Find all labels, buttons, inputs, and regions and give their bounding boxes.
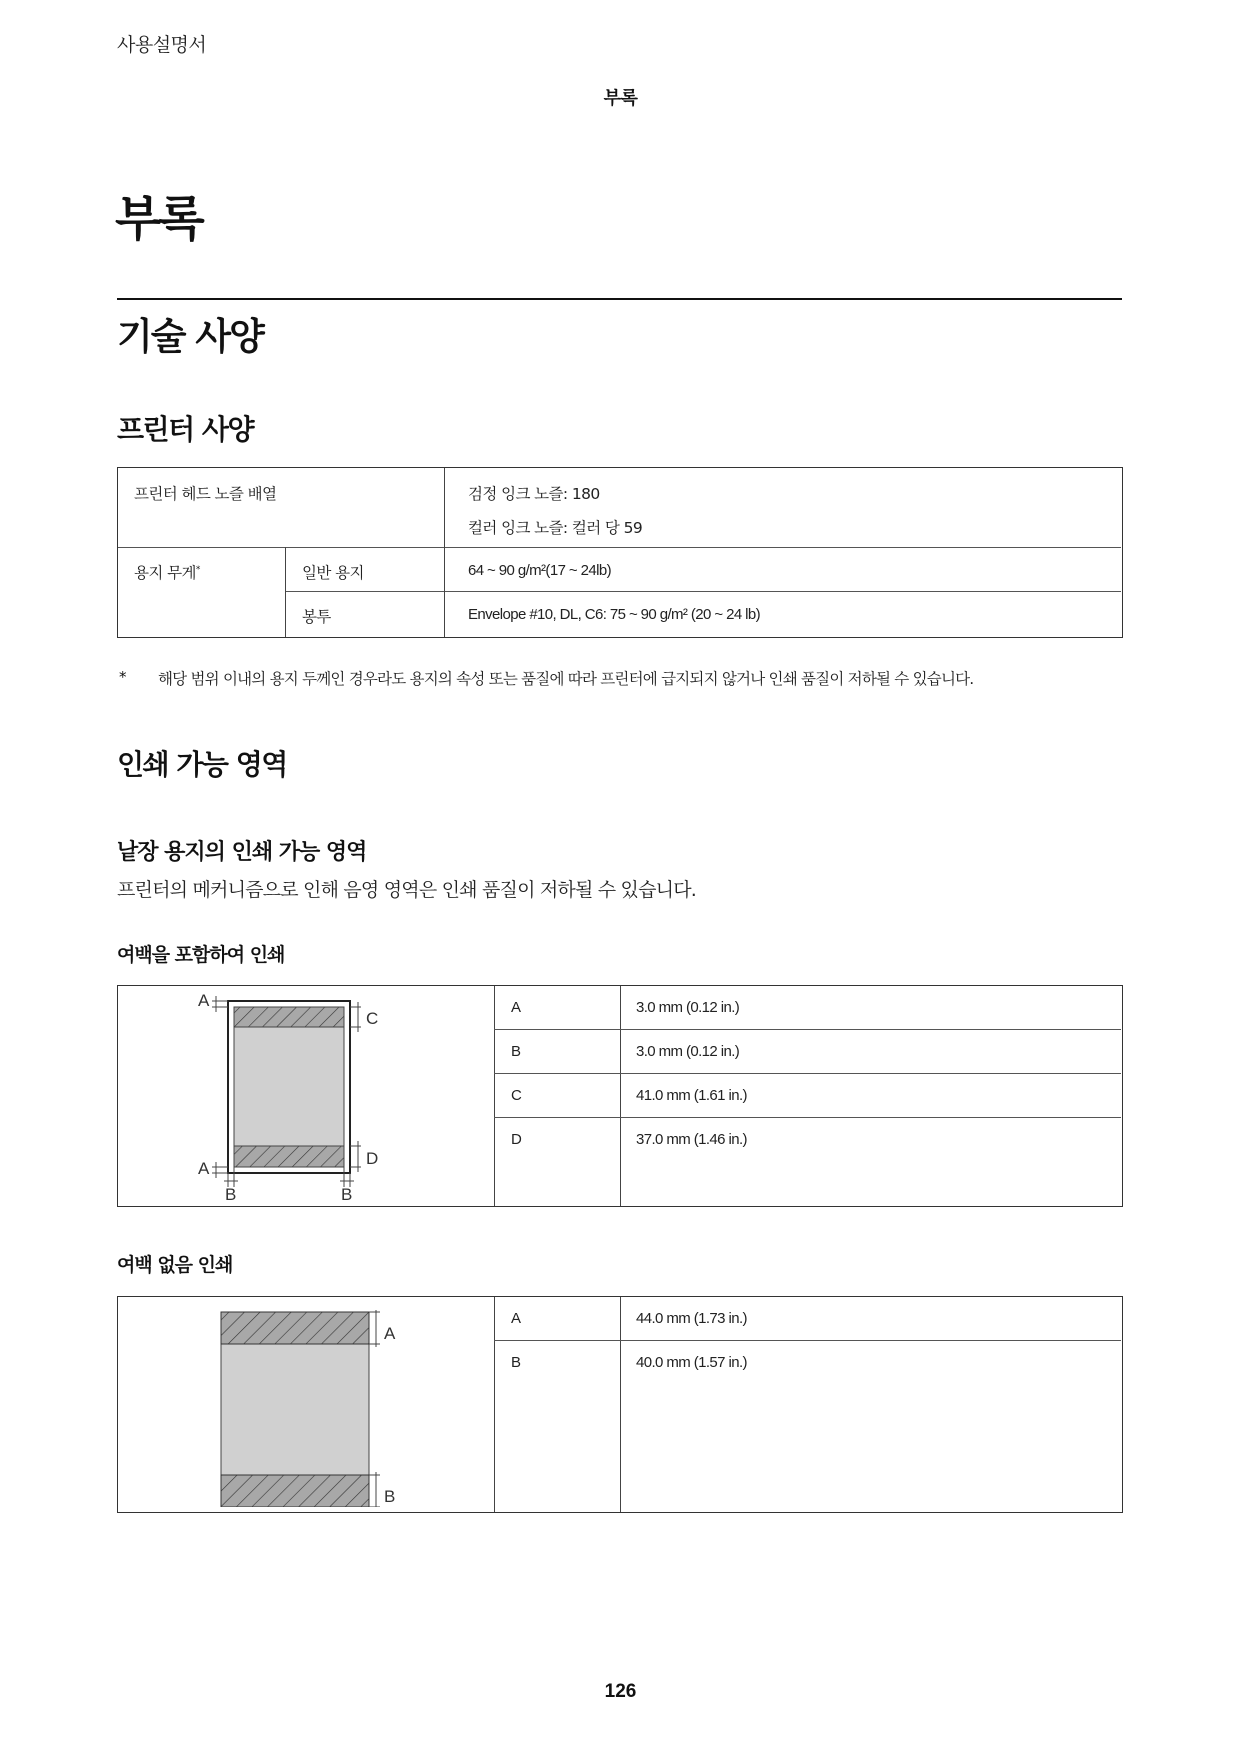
section-divider — [117, 298, 1122, 300]
borderless-diagram — [218, 1307, 418, 1507]
column-divider — [494, 1297, 495, 1512]
footnote-reference: * — [195, 564, 200, 575]
footnote-mark: * — [119, 668, 127, 686]
margin-value-b: 3.0 mm (0.12 in.) — [636, 1043, 740, 1060]
borderless-heading: 여백 없음 인쇄 — [117, 1254, 233, 1276]
with-margins-diagram — [198, 992, 418, 1202]
spec-value-black-nozzle: 검정 잉크 노즐: 180 — [468, 485, 600, 503]
with-margins-heading: 여백을 포함하여 인쇄 — [117, 944, 285, 966]
spec-label-paper-weight — [134, 561, 200, 583]
section-header: 부록 — [603, 88, 638, 109]
borderless-key-b: B — [511, 1354, 521, 1371]
column-divider — [285, 547, 286, 637]
margin-value-d: 37.0 mm (1.46 in.) — [636, 1131, 747, 1148]
borderless-value-a: 44.0 mm (1.73 in.) — [636, 1310, 747, 1327]
column-divider — [444, 468, 445, 637]
column-divider — [620, 986, 621, 1206]
footnote-text: 해당 범위 이내의 용지 두께인 경우라도 용지의 속성 또는 품질에 따라 프린터에 급지되지 않거나 인쇄 품질이 저하될 수 있습니다. — [158, 670, 974, 688]
column-divider — [620, 1297, 621, 1512]
printer-specs-heading: 프린터 사양 — [117, 413, 253, 446]
margin-key-b: B — [511, 1043, 521, 1060]
spec-value-color-nozzle: 컬러 잉크 노즐: 컬러 당 59 — [468, 519, 643, 537]
spec-label-plain-paper: 일반 용지 — [302, 564, 364, 582]
margin-value-c: 41.0 mm (1.61 in.) — [636, 1087, 747, 1104]
diagram-label-b: B — [384, 1487, 396, 1506]
margin-value-a: 3.0 mm (0.12 in.) — [636, 999, 740, 1016]
borderless-table — [117, 1296, 1123, 1513]
diagram-label-c: C — [366, 1009, 379, 1028]
chapter-title: 부록 — [115, 191, 202, 247]
margin-key-a: A — [511, 999, 521, 1016]
borderless-key-a: A — [511, 1310, 521, 1327]
diagram-label-b-right: B — [341, 1185, 353, 1202]
page-number: 126 — [604, 1681, 637, 1702]
spec-value-plain-paper: 64 ~ 90 g/m²(17 ~ 24lb) — [468, 562, 611, 579]
row-divider — [494, 1073, 1121, 1074]
borderless-value-b: 40.0 mm (1.57 in.) — [636, 1354, 747, 1371]
row-divider — [494, 1117, 1121, 1118]
margin-key-d: D — [511, 1131, 522, 1148]
diagram-label-d: D — [366, 1149, 379, 1168]
diagram-label-b-left: B — [225, 1185, 237, 1202]
printer-specs-table — [117, 467, 1123, 638]
diagram-label-a-bottom: A — [198, 1159, 210, 1178]
margin-key-c: C — [511, 1087, 522, 1104]
with-margins-table — [117, 985, 1123, 1207]
section-title: 기술 사양 — [117, 315, 263, 358]
row-divider — [118, 547, 1121, 548]
diagram-label-a: A — [384, 1324, 396, 1343]
column-divider — [494, 986, 495, 1206]
spec-label-nozzle: 프린터 헤드 노즐 배열 — [134, 485, 277, 503]
diagram-label-a-top: A — [198, 992, 210, 1010]
single-sheet-description: 프린터의 메커니즘으로 인해 음영 영역은 인쇄 품질이 저하될 수 있습니다. — [117, 879, 697, 901]
row-divider — [494, 1340, 1121, 1341]
row-divider — [494, 1029, 1121, 1030]
spec-label-envelope: 봉투 — [302, 608, 331, 626]
printable-area-heading: 인쇄 가능 영역 — [117, 748, 287, 781]
paper-weight-label: 용지 무게 — [134, 564, 196, 582]
single-sheet-heading: 낱장 용지의 인쇄 가능 영역 — [117, 840, 367, 865]
row-divider — [285, 591, 1121, 592]
spec-value-envelope: Envelope #10, DL, C6: 75 ~ 90 g/m² (20 ~ 24 lb) — [468, 606, 760, 623]
running-head: 사용설명서 — [117, 34, 207, 56]
